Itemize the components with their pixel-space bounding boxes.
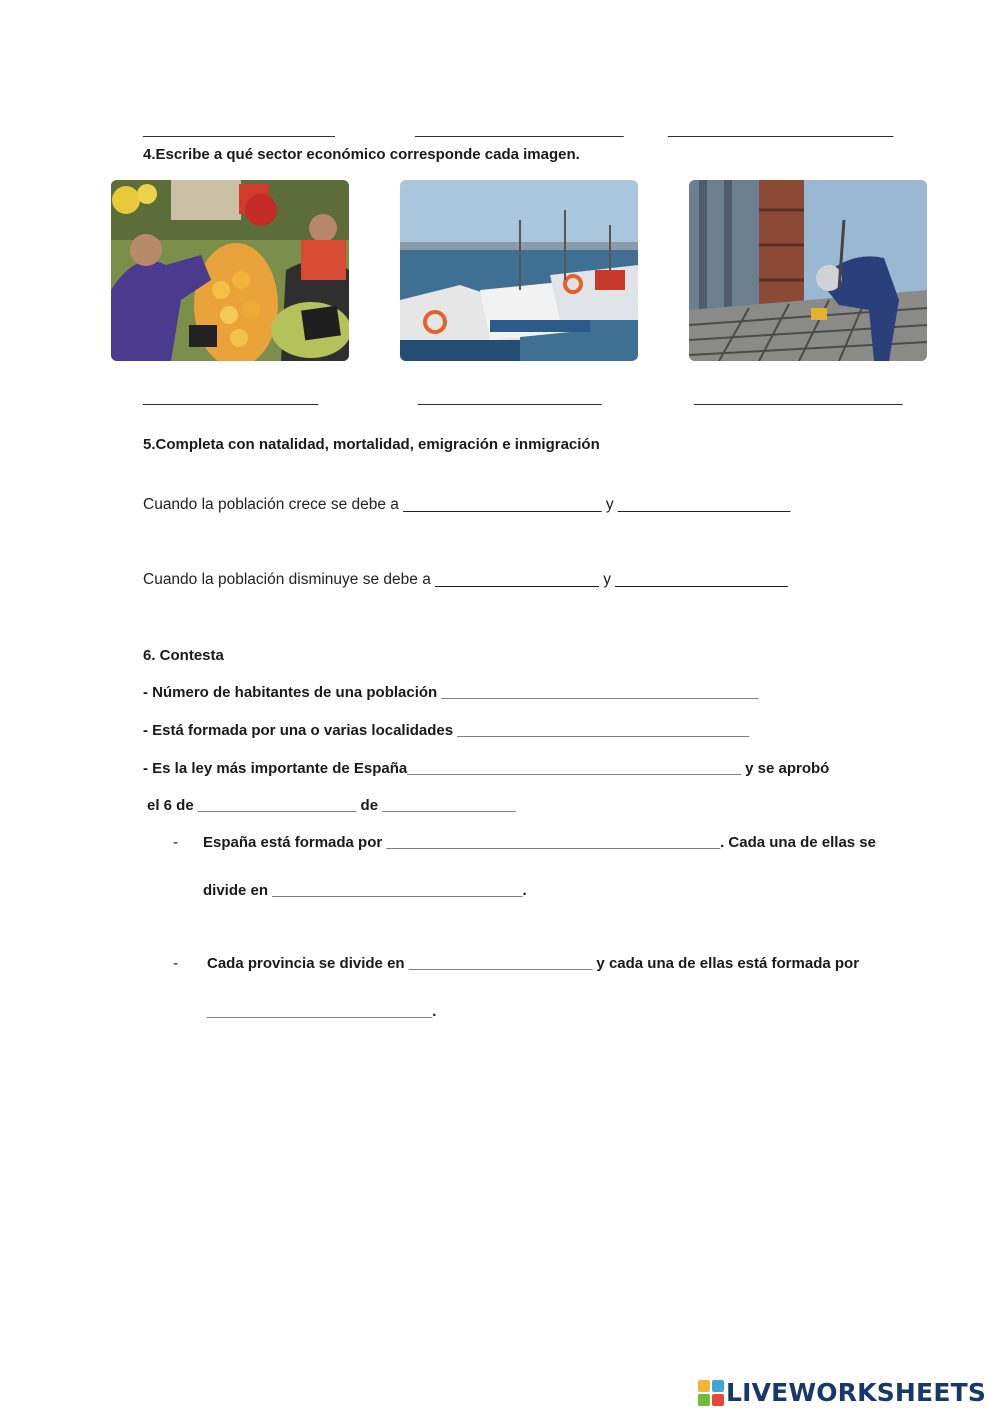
liveworksheets-logo-text: LIVEWORKSHEETS [726, 1378, 987, 1407]
question-6-title: 6. Contesta [143, 647, 224, 664]
top-answer-blank-1[interactable]: _______________________ [143, 121, 335, 138]
fruit-market-photo [111, 180, 349, 361]
image-1-answer-blank[interactable]: _____________________ [143, 389, 319, 406]
top-answer-blank-3[interactable]: ___________________________ [668, 121, 894, 138]
q6-bullet-province-composition[interactable]: ___________________________. [207, 1003, 437, 1020]
question-5-title: 5.Completa con natalidad, mortalidad, emigración e inmigración [143, 436, 600, 453]
top-answer-blank-2[interactable]: _________________________ [415, 121, 624, 138]
q6-bullet-spain-division[interactable]: divide en ______________________________. [203, 882, 527, 899]
question-4-title: 4.Escribe a qué sector económico corresponde cada imagen. [143, 146, 580, 163]
q6-item-constitution[interactable]: - Es la ley más importante de España________________________________________ y se aprobó [143, 760, 830, 777]
q6-bullet-spain-composition[interactable]: España está formada por ________________________________________. Cada una de ellas se [203, 834, 876, 851]
q5-population-grows-line[interactable]: Cuando la población crece se debe a _______________________ y ____________________ [143, 496, 791, 513]
bullet-dash-2: - [173, 955, 179, 972]
q6-item-localities[interactable]: - Está formada por una o varias localidades ___________________________________ [143, 722, 750, 739]
fishing-boats-photo [400, 180, 638, 361]
construction-worker-photo [689, 180, 927, 361]
liveworksheets-logo [698, 1378, 986, 1407]
q6-bullet-province-division[interactable]: Cada provincia se divide en ______________________ y cada una de ellas está formada por [207, 955, 860, 972]
q5-population-decreases-line[interactable]: Cuando la población disminuye se debe a ___________________ y ____________________ [143, 571, 788, 588]
image-2-answer-blank[interactable]: ______________________ [418, 389, 602, 406]
image-3-answer-blank[interactable]: _________________________ [694, 389, 903, 406]
q6-item-constitution-date[interactable]: el 6 de ___________________ de ________________ [147, 797, 516, 814]
liveworksheets-logo-icon [698, 1380, 724, 1406]
bullet-dash-1: - [173, 834, 179, 851]
q6-item-inhabitants[interactable]: - Número de habitantes de una población ______________________________________ [143, 684, 759, 701]
